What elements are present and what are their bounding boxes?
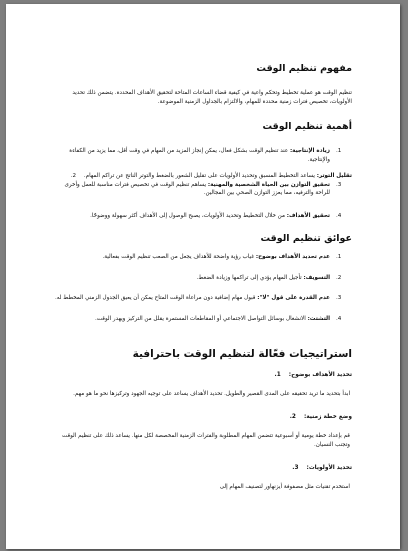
item-number: 2. (336, 274, 342, 281)
list-item (50, 147, 352, 164)
paragraph: استخدم تقنيات مثل مصفوفة أيزنهاور لتصنيف المهام إلى (219, 484, 350, 490)
item-number: 2. (289, 414, 296, 420)
item-label: عدم تحديد الأهداف بوضوح: (255, 254, 330, 260)
item-text: يساهم تنظيم الوقت في تخصيص فترات مناسبة للعمل وأخرى للراحة والترفيه، مما يعزز التوازن الصحي بين المجالين. (64, 181, 330, 196)
item-label: تحقيق التوازن بين الحياة الشخصية والمهنية: (207, 181, 330, 188)
list-item (50, 181, 352, 198)
list-item (50, 274, 352, 283)
section-importance (50, 120, 352, 220)
item-label: التسويف: (303, 274, 330, 281)
section-title: مفهوم تنظيم الوقت (256, 63, 352, 74)
item-number: 3. (336, 181, 342, 188)
item-number: 1. (274, 372, 281, 378)
list-item (50, 315, 352, 324)
paragraph: قم بإعداد خطة يومية أو أسبوعية تتضمن المهام المطلوبة والفترات الزمنية المخصصة لكل منها. يساعد ذلك على تنظيم الوقت وتجنب النسيان. (62, 433, 350, 448)
document-content (50, 62, 352, 549)
item-text: من خلال التخطيط وتحديد الأولويات، يصبح الوصول إلى الأهداف أكثر سهولة ووضوحًا. (90, 212, 287, 219)
item-number: 1. (336, 254, 342, 260)
list-item (50, 172, 352, 181)
subheading (50, 464, 352, 473)
subheading (50, 413, 352, 422)
item-text: غياب رؤية واضحة للأهداف يجعل من الصعب تنظيم الوقت بفعالية. (102, 254, 256, 260)
item-label: تحديد الأهداف بوضوح: (288, 372, 352, 378)
list-item (50, 253, 352, 262)
section-title: استراتيجيات فعّالة لتنظيم الوقت باحترافية (132, 348, 352, 360)
section-title: عوائق تنظيم الوقت (260, 233, 352, 244)
item-number: 1. (336, 148, 342, 154)
item-number: 4. (336, 315, 342, 322)
item-text: عند تنظيم الوقت بشكل فعال، يمكن إنجاز المزيد من المهام في وقت أقل، مما يزيد من الكفاءة والإنتاجية. (69, 148, 330, 163)
list-item (50, 294, 352, 303)
item-label: تقليل التوتر: (316, 173, 352, 179)
item-text: يساعد التخطيط المسبق وتحديد الأولويات على تقليل الشعور بالضغط والتوتر الناتج عن تراكم المهام. (83, 173, 317, 179)
item-text: قبول مهام إضافية دون مراعاة الوقت المتاح يمكن أن يعيق الجدول الزمني المخطط له. (55, 295, 258, 301)
item-label: عدم القدرة على قول "لا": (257, 295, 330, 301)
subheading (50, 371, 352, 380)
section-strategies (50, 348, 352, 492)
item-text: الانشغال بوسائل التواصل الاجتماعي أو المقاطعات المستمرة يقلل من التركيز ويهدر الوقت. (95, 315, 308, 322)
item-text: تأجيل المهام يؤدي إلى تراكمها وزيادة الضغط. (196, 274, 304, 281)
paragraph: ابدأ بتحديد ما تريد تحقيقه على المدى القصير والطويل. تحديد الأهداف يساعد على توجيه الجهود وتركيزها نحو ما هو مهم. (73, 391, 350, 397)
item-label: وضع خطة زمنية: (303, 414, 352, 420)
section-title: أهمية تنظيم الوقت (262, 121, 352, 132)
section-obstacles (50, 232, 352, 323)
item-label: زيادة الإنتاجية: (289, 148, 330, 154)
item-number: 3. (292, 465, 299, 471)
list-item (50, 212, 352, 221)
item-number: 2. (70, 173, 77, 179)
paragraph: تنظيم الوقت هو عملية تخطيط وتحكم واعية في كيفية قضاء الساعات المتاحة لتحقيق الأهداف المحددة. يتضمن ذلك تحديد الأولويات، تخصيص فترات زمنية محددة للمهام، والالتزام بالجداول الزمنية الموضوعة. (72, 90, 352, 105)
item-label: التشتت: (307, 315, 330, 322)
item-number: 4. (336, 212, 342, 219)
item-number: 3. (336, 295, 342, 301)
item-label: تحديد الأولويات: (306, 465, 352, 471)
section-concept (50, 62, 352, 107)
item-label: تحقيق الأهداف: (286, 212, 330, 219)
document-page (6, 4, 400, 549)
